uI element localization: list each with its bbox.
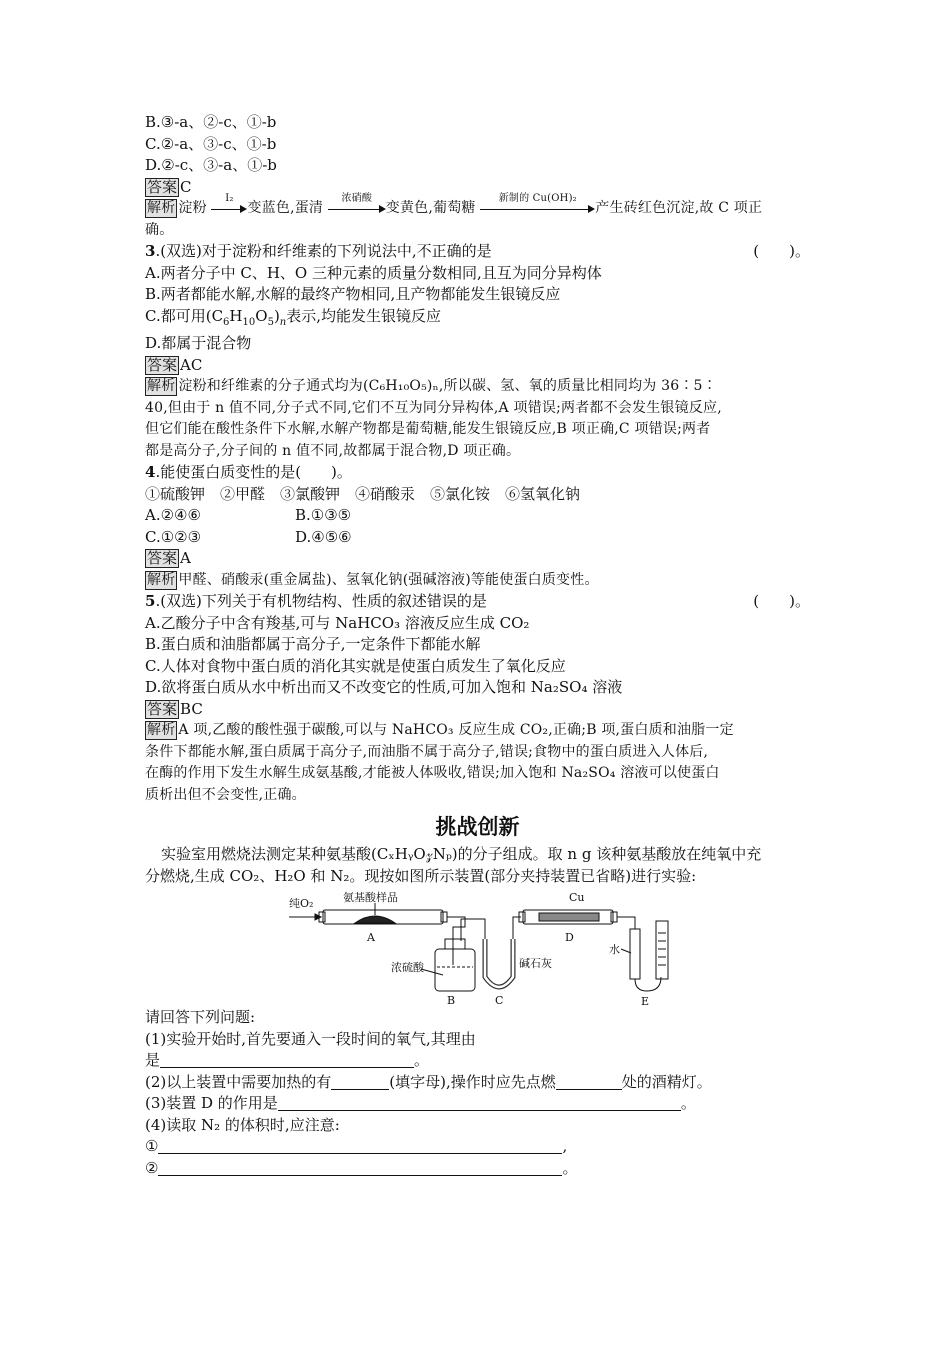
reaction-arrow bbox=[211, 193, 247, 217]
q3-explanation-3: 但它们能在酸性条件下水解,水解产物都是葡萄糖,能发生银镜反应,B 项正确,C 项错误;两者 bbox=[145, 421, 711, 437]
explain-text: A 项,乙酸的酸性强于碳酸,可以与 NaHCO₃ 反应生成 CO₂,正确;B 项,蛋白质和油脂一定 bbox=[178, 722, 734, 738]
explain-text: 变黄色,葡萄糖 bbox=[385, 200, 476, 216]
answer-blank-4-2[interactable] bbox=[158, 1160, 562, 1176]
q3-explanation bbox=[145, 376, 810, 398]
q4-options-ab bbox=[145, 505, 810, 527]
question-number: 5 bbox=[145, 592, 156, 610]
label-b: B bbox=[447, 994, 456, 1007]
part-4-1: ① , bbox=[145, 1137, 568, 1155]
answer-value: A bbox=[180, 549, 191, 567]
label-soda-lime: 碱石灰 bbox=[519, 957, 552, 970]
explain-tag: 解析 bbox=[147, 200, 176, 216]
reaction-arrow bbox=[328, 193, 386, 217]
question-text: .能使蛋白质变性的是( )。 bbox=[155, 463, 352, 481]
answer-blank-2a[interactable] bbox=[331, 1074, 389, 1090]
q5-answer bbox=[145, 699, 810, 721]
challenge-intro-1: 实验室用燃烧法测定某种氨基酸(CₓHᵧO𝓏Nₚ)的分子组成。取 n g 该种氨基酸放在纯氧中充 bbox=[161, 845, 762, 863]
tube-e-left bbox=[630, 929, 640, 979]
explain-text: 淀粉 bbox=[178, 200, 207, 216]
q2-explanation bbox=[145, 193, 810, 220]
q5-explanation-4: 质析出但不会变性,正确。 bbox=[145, 786, 306, 803]
arrow-label: 新制的 Cu(OH)₂ bbox=[498, 193, 577, 204]
label-conc-acid: 浓硫酸 bbox=[391, 961, 424, 974]
part-1-answer: 是 。 bbox=[145, 1051, 430, 1069]
answer-tag: 答案 bbox=[147, 699, 178, 718]
part-2: (2)以上装置中需要加热的有 (填字母),操作时应先点燃 处的酒精灯。 bbox=[145, 1072, 712, 1091]
part-3: (3)装置 D 的作用是 。 bbox=[145, 1094, 696, 1112]
reaction-arrow bbox=[480, 193, 595, 217]
label-cu: Cu bbox=[569, 891, 585, 904]
q3-option-b: B.两者都能水解,水解的最终产物相同,且产物都能发生银镜反应 bbox=[145, 285, 561, 303]
q5-option-c: C.人体对食物中蛋白质的消化其实就是使蛋白质发生了氧化反应 bbox=[145, 656, 566, 675]
q5-explanation-2: 条件下都能水解,蛋白质属于高分子,而油脂不属于高分子,错误;食物中的蛋白质进入人体后, bbox=[145, 743, 709, 760]
q5-option-d: D.欲将蛋白质从水中析出而又不改变它的性质,可加入饱和 Na₂SO₄ 溶液 bbox=[145, 678, 623, 696]
question-text: .(双选)对于淀粉和纤维素的下列说法中,不正确的是 bbox=[155, 242, 492, 260]
q2-option-c: C.②-a、③-c、①-b bbox=[145, 134, 277, 153]
label-pure-o2: 纯O₂ bbox=[289, 897, 314, 910]
challenge-intro-2: 分燃烧,生成 CO₂、H₂O 和 N₂。现按如图所示装置(部分夹持装置已省略)进行实验: bbox=[145, 866, 697, 885]
label-d: D bbox=[565, 931, 574, 944]
q4-explanation bbox=[145, 570, 810, 592]
arrow-label: 浓硝酸 bbox=[341, 193, 373, 204]
ask-line: 请回答下列问题: bbox=[145, 1008, 256, 1026]
part-1-question: (1)实验开始时,首先要通入一段时间的氧气,其理由 bbox=[145, 1029, 476, 1048]
answer-tag: 答案 bbox=[147, 355, 178, 374]
q4-option-c: C.①②③ bbox=[145, 527, 202, 546]
explain-tag: 解析 bbox=[147, 722, 176, 738]
explain-tag: 解析 bbox=[147, 571, 176, 588]
q4-answer bbox=[145, 548, 810, 570]
q2-explanation-cont: 确。 bbox=[145, 221, 174, 238]
question-text: .(双选)下列关于有机物结构、性质的叙述错误的是 bbox=[155, 592, 487, 610]
burette-e bbox=[656, 921, 668, 979]
q3-option-c: C.都可用$(C_6H_{10}O_5)_n$表示,均能发生银镜反应 bbox=[145, 306, 442, 328]
part-4: (4)读取 N₂ 的体积时,应注意: bbox=[145, 1115, 340, 1134]
q5-option-a: A.乙酸分子中含有羧基,可与 NaHCO₃ 溶液反应生成 CO₂ bbox=[145, 613, 530, 632]
label-water: 水 bbox=[609, 943, 620, 956]
q3-explanation-2: 40,但由于 n 值不同,分子式不同,它们不互为同分异构体,A 项错误;两者都不会发生银镜反应, bbox=[145, 399, 722, 416]
part-4-2: ② 。 bbox=[145, 1158, 578, 1177]
q3-stem bbox=[145, 241, 810, 263]
question-number: 4 bbox=[145, 463, 156, 481]
amino-acid-sample bbox=[355, 916, 395, 923]
explain-text: 变蓝色,蛋清 bbox=[247, 200, 324, 216]
q3-option-a: A.两者分子中 C、H、O 三种元素的质量分数相同,且互为同分异构体 bbox=[145, 263, 602, 282]
q2-option-b: B.③-a、②-c、①-b bbox=[145, 113, 277, 131]
answer-blank-3[interactable] bbox=[278, 1095, 681, 1111]
bottle-b bbox=[435, 949, 475, 991]
q3-option-d: D.都属于混合物 bbox=[145, 334, 252, 352]
label-sample: 氨基酸样品 bbox=[343, 891, 398, 904]
label-e: E bbox=[641, 995, 650, 1007]
answer-blank-2b[interactable] bbox=[556, 1074, 622, 1090]
q4-option-d: D.④⑤⑥ bbox=[295, 527, 352, 546]
q5-option-b: B.蛋白质和油脂都属于高分子,一定条件下都能水解 bbox=[145, 635, 481, 653]
q5-explanation bbox=[145, 720, 810, 742]
q3-explanation-4: 都是高分子,分子间的 n 值不同,故都属于混合物,D 项正确。 bbox=[145, 442, 521, 459]
q4-options-cd bbox=[145, 527, 810, 549]
q5-explanation-3: 在酶的作用下发生水解生成氨基酸,才能被人体吸收,错误;加入饱和 Na₂SO₄ 溶液可以使蛋白 bbox=[145, 765, 720, 781]
q3-answer bbox=[145, 355, 810, 377]
q4-option-b: B.①③⑤ bbox=[295, 506, 352, 524]
answer-value: AC bbox=[180, 355, 203, 374]
answer-paren: ( )。 bbox=[753, 242, 810, 260]
arrow-label: I₂ bbox=[225, 193, 234, 204]
question-number: 3 bbox=[145, 242, 156, 260]
q4-items: ①硫酸钾 ②甲醛 ③氯酸钾 ④硝酸汞 ⑤氯化铵 ⑥氢氧化钠 bbox=[145, 484, 581, 503]
q5-stem bbox=[145, 591, 810, 613]
q4-stem bbox=[145, 462, 810, 484]
explain-text: 甲醛、硝酸汞(重金属盐)、氢氧化钠(强碱溶液)等能使蛋白质变性。 bbox=[178, 571, 599, 588]
apparatus-diagram bbox=[285, 889, 675, 1007]
label-c: C bbox=[495, 994, 504, 1007]
explain-tag: 解析 bbox=[147, 378, 176, 394]
answer-paren: ( )。 bbox=[753, 592, 810, 610]
explain-text: 产生砖红色沉淀,故 C 项正 bbox=[595, 200, 763, 216]
label-a: A bbox=[367, 931, 375, 944]
answer-value: BC bbox=[180, 699, 203, 718]
q2-option-d: D.②-c、③-a、①-b bbox=[145, 156, 277, 174]
answer-blank-4-1[interactable] bbox=[158, 1138, 562, 1154]
u-tube-c bbox=[485, 939, 513, 987]
explain-text: 淀粉和纤维素的分子通式均为(C₆H₁₀O₅)ₙ,所以碳、氢、氧的质量比相同均为 36∶5∶ bbox=[178, 378, 717, 394]
answer-tag: 答案 bbox=[147, 177, 178, 196]
answer-value: C bbox=[180, 177, 192, 196]
answer-blank-1[interactable] bbox=[160, 1052, 414, 1068]
q4-option-a: A.②④⑥ bbox=[145, 506, 201, 524]
answer-tag: 答案 bbox=[147, 549, 178, 567]
section-title: 挑战创新 bbox=[435, 815, 520, 839]
document-page bbox=[145, 112, 810, 1179]
